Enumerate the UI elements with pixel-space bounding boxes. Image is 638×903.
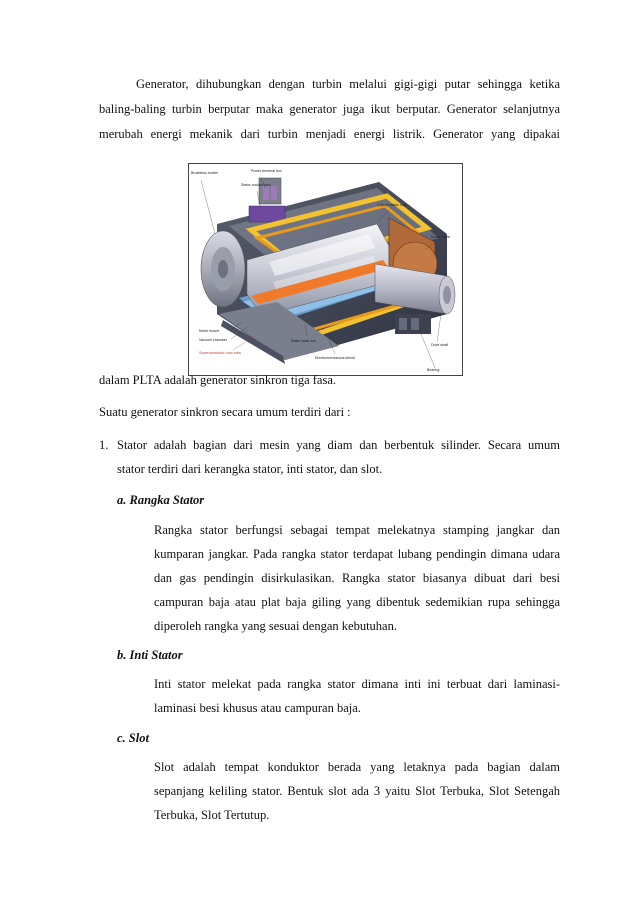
label-motor-frame: Motor frame [431, 235, 451, 239]
intro-line-3: merubah energi mekanik dari turbin menjadi energi listrik. Generator yang dipakai [99, 127, 560, 141]
label-stator-coolant-tank: Stator coolant tank [241, 183, 271, 187]
slot-line-3: Terbuka, Slot Tertutup. [154, 808, 270, 822]
generator-cutaway-figure [188, 163, 463, 376]
intro-line-1: Generator, dihubungkan dengan turbin melalui gigi-gigi putar sehingga ketika [136, 77, 560, 91]
intro-line-4: dalam PLTA adalah generator sinkron tiga fasa. [99, 373, 337, 387]
label-superconductor-rotor-coils: Superconductor rotor coils [199, 351, 241, 355]
section-intro: Suatu generator sinkron secara umum terdiri dari : [99, 405, 351, 419]
slot-line-2: sepanjang keliling stator. Bentuk slot ada 3 yaitu Slot Terbuka, Slot Setengah [154, 784, 560, 798]
item-1-line-1: Stator adalah bagian dari mesin yang diam dan berbentuk silinder. Secara umum [117, 438, 560, 452]
label-bearing: Bearing [427, 368, 440, 372]
inti-stator-line-2: laminasi besi khusus atau campuran baja. [154, 701, 361, 715]
subheading-inti-stator: b. Inti Stator [117, 648, 183, 662]
rangka-stator-line-2: kumparan jangkar. Pada rangka stator terdapat lubang pendingin dimana udara [154, 547, 560, 561]
label-stator-back-iron: Stator back iron [291, 339, 317, 343]
item-1-line-2: stator terdiri dari kerangka stator, inti stator, dan slot. [117, 462, 383, 476]
label-drive-shaft: Drive shaft [431, 343, 449, 347]
label-motor-mount: Motor mount [199, 329, 220, 333]
label-electromechanical-shield: Electromechanical shield [315, 356, 355, 360]
intro-line-2: baling-baling turbin berputar maka generator juga ikut berputar. Generator selanjutnya [99, 102, 560, 116]
item-1-number: 1. [99, 438, 109, 452]
inti-stator-line-1: Inti stator melekat pada rangka stator dimana inti ini terbuat dari laminasi- [154, 677, 560, 691]
rangka-stator-line-1: Rangka stator berfungsi sebagai tempat melekatnya stamping jangkar dan [154, 523, 560, 537]
label-copper-stator-coils: Copper stator coils [377, 203, 407, 207]
generator-illustration [189, 164, 462, 375]
label-vacuum-chamber: Vacuum chamber [199, 338, 227, 342]
rangka-stator-line-4: campuran baja atau plat baja giling yang dibentuk sedemikian rupa sehingga [154, 595, 560, 609]
label-brushless-exciter: Brushless exciter [191, 171, 219, 175]
slot-line-1: Slot adalah tempat konduktor berada yang letaknya pada bagian dalam [154, 760, 560, 774]
rangka-stator-line-5: diperoleh rangka yang sesuai dengan kebutuhan. [154, 619, 397, 633]
subheading-rangka-stator: a. Rangka Stator [117, 493, 205, 507]
rangka-stator-line-3: dan gas pendingin disirkulasikan. Rangka stator biasanya dibuat dari besi [154, 571, 560, 585]
label-power-terminal-box: Power terminal box [251, 169, 282, 173]
subheading-slot: c. Slot [117, 731, 149, 745]
